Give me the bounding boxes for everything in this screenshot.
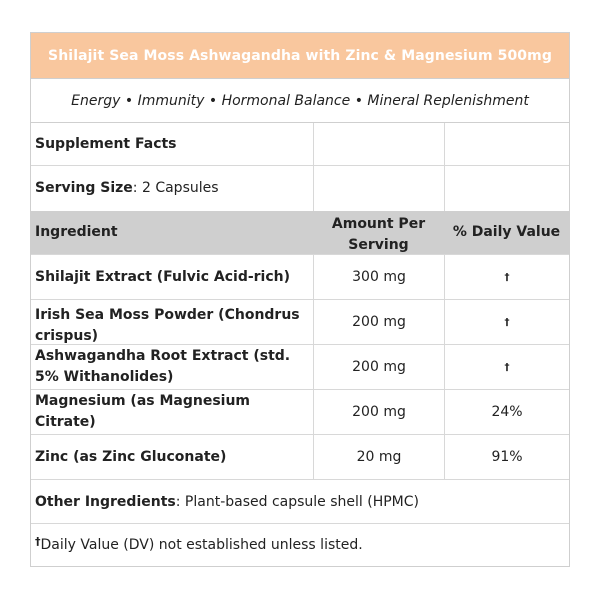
product-tagline: Energy • Immunity • Hormonal Balance • Mineral Replenishment	[31, 78, 569, 123]
header-ingredient: Ingredient	[35, 224, 118, 240]
table-row	[31, 345, 569, 390]
ingredient-name: Shilajit Extract (Fulvic Acid-rich)	[35, 268, 291, 285]
footnote-text: Daily Value (DV) not established unless listed.	[40, 537, 363, 553]
ingredient-name: Ashwagandha Root Extract (std. 5% Withanolides)	[35, 348, 291, 385]
table-header-row	[31, 211, 569, 255]
ingredient-amount: 20 mg	[313, 435, 444, 479]
supplement-facts-panel	[30, 32, 570, 567]
ingredient-daily-value: 91%	[444, 435, 569, 479]
ingredient-amount: 200 mg	[313, 300, 444, 344]
table-row	[31, 435, 569, 480]
other-ingredients-value: : Plant-based capsule shell (HPMC)	[175, 493, 419, 510]
serving-size-value: : 2 Capsules	[132, 180, 219, 196]
table-row	[31, 390, 569, 435]
ingredient-name: Irish Sea Moss Powder (Chondrus crispus)	[35, 307, 300, 344]
ingredient-daily-value: †	[444, 255, 569, 299]
ingredient-daily-value: †	[444, 300, 569, 344]
other-ingredients-label: Other Ingredients	[35, 493, 176, 510]
serving-size	[31, 166, 313, 211]
ingredient-name: Magnesium (as Magnesium Citrate)	[35, 393, 251, 430]
ingredient-name: Zinc (as Zinc Gluconate)	[35, 448, 227, 465]
facts-heading-empty-cell	[313, 123, 444, 165]
facts-heading-row	[31, 123, 569, 166]
footnote-dagger: †	[35, 535, 41, 548]
serving-size-label: Serving Size	[35, 180, 133, 196]
ingredient-amount: 200 mg	[313, 345, 444, 389]
serving-empty-cell	[444, 166, 569, 211]
footnote-row	[31, 524, 569, 566]
ingredient-daily-value: †	[444, 345, 569, 389]
ingredient-amount: 200 mg	[313, 390, 444, 434]
facts-heading: Supplement Facts	[35, 135, 177, 152]
product-title: Shilajit Sea Moss Ashwagandha with Zinc & Magnesium 500mg	[31, 33, 569, 78]
ingredient-daily-value: 24%	[444, 390, 569, 434]
facts-heading-empty-cell	[444, 123, 569, 165]
other-ingredients-row	[31, 480, 569, 524]
serving-empty-cell	[313, 166, 444, 211]
header-amount: Amount Per Serving	[331, 216, 426, 253]
ingredient-amount: 300 mg	[313, 255, 444, 299]
table-row	[31, 255, 569, 300]
table-row	[31, 300, 569, 345]
serving-size-row	[31, 166, 569, 211]
header-daily-value: % Daily Value	[452, 224, 561, 240]
